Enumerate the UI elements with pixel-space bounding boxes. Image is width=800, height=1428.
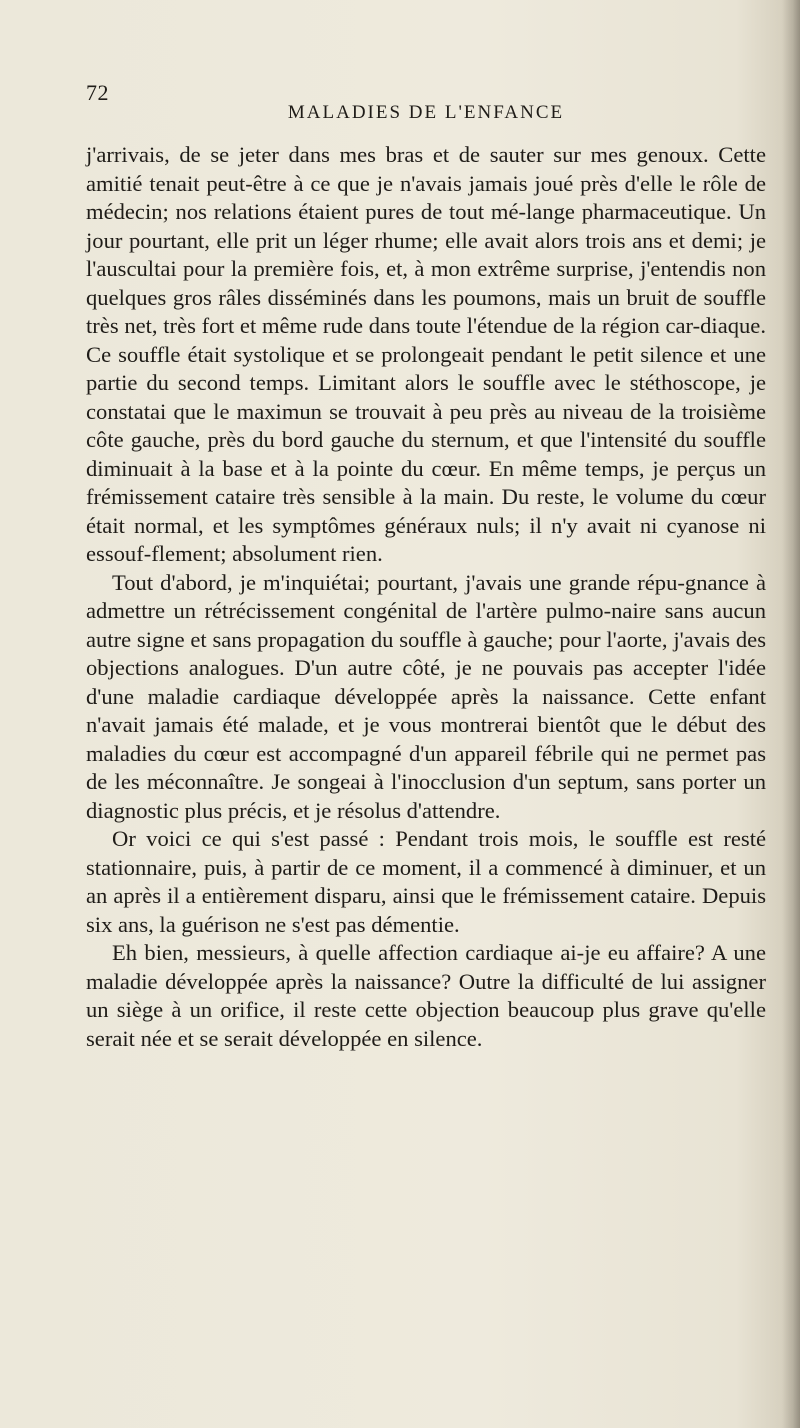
page-number: 72 (86, 80, 109, 105)
page-header (86, 80, 766, 123)
body-text (86, 141, 766, 1053)
paragraph-3: Or voici ce qui s'est passé : Pendant trois mois, le souffle est resté stationnaire, puis, à partir de ce moment, il a commencé à diminuer, et un an après il a entièrement disparu, ainsi que le frémissement cataire. Depuis six ans, la guérison ne s'est pas démentie. (86, 826, 766, 937)
page-edge-shadow (782, 0, 800, 1428)
paragraph-1: j'arrivais, de se jeter dans mes bras et de sauter sur mes genoux. Cette amitié tenait peut-être à ce que je n'avais jamais joué près d'elle le rôle de médecin; nos relations étaient pures de tout mé-lange pharmaceutique. Un jour pourtant, elle prit un léger rhume; elle avait alors trois ans et demi; je l'auscultai pour la première fois, et, à mon extrême surprise, j'entendis non quelques gros râles disséminés dans les poumons, mais un bruit de souffle très net, très fort et même rude dans toute l'étendue de la région car-diaque. Ce souffle était systolique et se prolongeait pendant le petit silence et une partie du second temps. Limitant alors le souffle avec le stéthoscope, je constatai que le maximun se trouvait à peu près au niveau de la troisième côte gauche, près du bord gauche du sternum, et que l'intensité du souffle diminuait à la base et à la pointe du cœur. En même temps, je perçus un frémissement cataire très sensible à la main. Du reste, le volume du cœur était normal, et les symptômes généraux nuls; il n'y avait ni cyanose ni essouf-flement; absolument rien. (86, 142, 766, 566)
running-head: MALADIES DE L'ENFANCE (287, 102, 565, 123)
paragraph-2: Tout d'abord, je m'inquiétai; pourtant, j'avais une grande répu-gnance à admettre un rétrécissement congénital de l'artère pulmo-naire sans aucun autre signe et sans propagation du souffle à gauche; pour l'aorte, j'avais des objections analogues. D'un autre côté, je ne pouvais pas accepter l'idée d'une maladie cardiaque développée après la naissance. Cette enfant n'avait jamais été malade, et je vous montrerai bientôt que le début des maladies du cœur est accompagné d'un appareil fébrile qui ne permet pas de les méconnaître. Je songeai à l'inocclusion d'un septum, sans porter un diagnostic plus précis, et je résolus d'attendre. (86, 569, 766, 823)
paragraph-4: Eh bien, messieurs, à quelle affection cardiaque ai-je eu affaire? A une maladie développée après la naissance? Outre la difficulté de lui assigner un siège à un orifice, il reste cette objection beaucoup plus grave qu'elle serait née et se serait développée en silence. (86, 940, 766, 1051)
